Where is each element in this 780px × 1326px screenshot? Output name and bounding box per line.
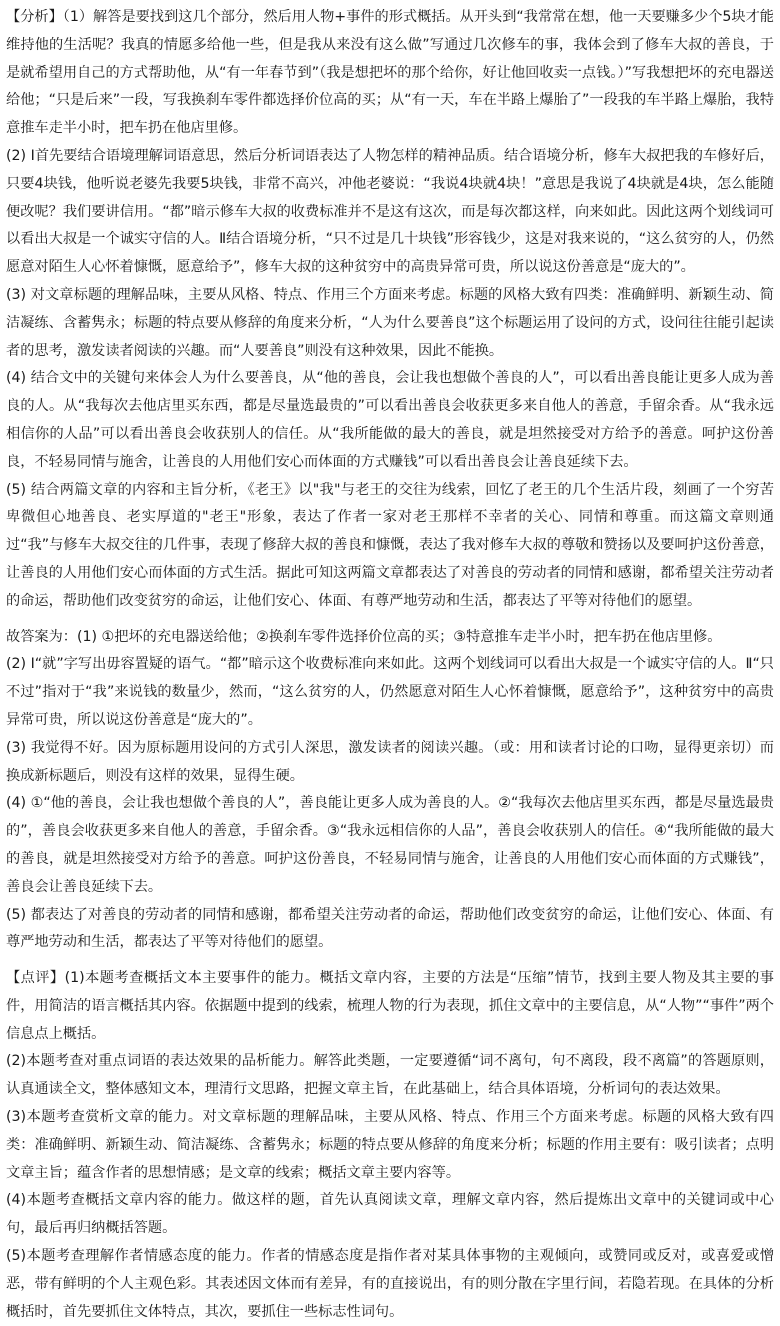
analysis-section bbox=[6, 4, 774, 616]
analysis-paragraph-2: (2) Ⅰ首先要结合语境理解词语意思，然后分析词语表达了人物怎样的精神品质。结合语境分析，修车大叔把我的车修好后，只要4块钱，他听说老婆先我要5块钱，非常不高兴，冲他老婆说：“我说4块就4块！”意思是我说了4块就是4块，怎么能随便改呢？我们要讲信用。“都”暗示修车大叔的收费标准并不是这有这次，而是每次都这样，向来如此。因此这两个划线词可以看出大叔是一个诚实守信的人。Ⅱ结合语境分析，“只不过是几十块钱”形容钱少，这是对我来说的，“这么贫穷的人，仍然愿意对陌生人心怀着慷慨，愿意给予”，修车大叔的这种贫穷中的高贵异常可贵，所以说这份善意是“庞大的”。 bbox=[6, 147, 774, 276]
answer-section bbox=[6, 624, 774, 958]
answer-paragraph-4: (4) ①“他的善良，会让我也想做个善良的人”，善良能让更多人成为善良的人。②“我每次去他店里买东西，都是尽量选最贵的”，善良会收获更多来自他人的善意，手留余香。③“我永远相信你的人品”，善良会收获别人的信任。④“我所能做的最大的善良，就是坦然接受对方给予的善意。呵护这份善良，不轻易同情与施舍，让善良的人用他们安心而体面的方式赚钱”，善良会让善良延续下去。 bbox=[6, 795, 774, 895]
analysis-paragraph-1: 【分析】（1）解答是要找到这几个部分，然后用人物+事件的形式概括。从开头到“我常常在想，他一天要赚多少个5块才能维持他的生活呢？我真的情愿多给他一些，但是我从来没有这么做”写通过几次修车的事，我体会到了修车大叔的善良，于是就希望用自己的方式帮助他，从“有一年春节到”（我是想把坏的那个给你，好让他回收卖一点钱。）”写我想把坏的充电器送给他；“只是后来”一段，写我换刹车零件都选择价位高的买；从“有一天，车在半路上爆胎了”一段我的车半路上爆胎，我特意推车走半小时，把车扔在他店里修。 bbox=[6, 9, 774, 137]
answer-paragraph-2: (2) Ⅰ“就”字写出毋容置疑的语气。“都”暗示这个收费标准向来如此。这两个划线词可以看出大叔是一个诚实守信的人。Ⅱ“只不过”指对于“我”来说钱的数量少，然而，“这么贫穷的人，仍然愿意对陌生人心怀着慷慨，愿意给予”，这种贫穷中的高贵异常可贵，所以说这份善意是“庞大的”。 bbox=[6, 656, 774, 728]
analysis-paragraph-3: (3) 对文章标题的理解品味，主要从风格、特点、作用三个方面来考虑。标题的风格大致有四类：准确鲜明、新颖生动、简洁凝练、含蓄隽永；标题的特点要从修辞的角度来分析，“人为什么要善良”这个标题运用了设问的方式，设问往往能引起读者的思考，激发读者阅读的兴趣。而“人要善良”则没有这种效果，因此不能换。 bbox=[6, 286, 774, 359]
comment-section bbox=[6, 965, 774, 1326]
comment-paragraph-3: (3)本题考查赏析文章的能力。对文章标题的理解品味，主要从风格、特点、作用三个方面来考虑。标题的风格大致有四类：准确鲜明、新颖生动、简洁凝练、含蓄隽永；标题的特点要从修辞的角度来分析；标题的作用主要有：吸引读者；点明文章主旨；蕴含作者的思想情感；是文章的线索；概括文章主要内容等。 bbox=[6, 1109, 774, 1181]
analysis-paragraph-5: (5) 结合两篇文章的内容和主旨分析，《老王》以"我"与老王的交往为线索，回忆了老王的几个生活片段，刻画了一个穷苦卑微但心地善良、老实厚道的"老王"形象，表达了作者一家对老王那样不幸者的关心、同情和尊重。而这篇文章则通过“我”与修车大叔交往的几件事，表现了修辞大叔的善良和慷慨，表达了我对修车大叔的尊敬和赞扬以及要呵护这份善意，让善良的人用他们安心而体面的方式生活。据此可知这两篇文章都表达了对善良的劳动者的同情和感谢，都希望关注劳动者的命运，帮助他们改变贫穷的命运，让他们安心、体面、有尊严地劳动和生活，都表达了平等对待他们的愿望。 bbox=[6, 481, 774, 609]
comment-paragraph-2: (2)本题考查对重点词语的表达效果的品析能力。解答此类题，一定要遵循“词不离句，句不离段，段不离篇”的答题原则，认真通读全文，整体感知文本，理清行文思路，把握文章主旨，在此基础上，结合具体语境，分析词句的表达效果。 bbox=[6, 1053, 774, 1098]
answer-paragraph-3: (3) 我觉得不好。因为原标题用设问的方式引人深思，激发读者的阅读兴趣。（或：用和读者讨论的口吻，显得更亲切）而换成新标题后，则没有这样的效果，显得生硬。 bbox=[6, 739, 774, 784]
analysis-paragraph-4: (4) 结合文中的关键句来体会人为什么要善良，从“他的善良，会让我也想做个善良的人”，可以看出善良能让更多人成为善良的人。从“我每次去他店里买东西，都是尽量选最贵的”可以看出善良会收获更多来自他人的善意，手留余香。从“我永远相信你的人品”可以看出善良会收获别人的信任。从“我所能做的最大的善良，就是坦然接受对方给予的善意。呵护这份善良，不轻易同情与施舍，让善良的人用他们安心而体面的方式赚钱”可以看出善良会让善良延续下去。 bbox=[6, 370, 774, 470]
comment-paragraph-5: (5)本题考查理解作者情感态度的能力。作者的情感态度是指作者对某具体事物的主观倾向，或赞同或反对，或喜爱或憎恶，带有鲜明的个人主观色彩。其表述因文体而有差异，有的直接说出，有的则分散在字里行间，若隐若现。在具体的分析概括时，首先要抓住文体特点，其次，要抓住一些标志性词句。 bbox=[6, 1248, 774, 1320]
answer-paragraph-5: (5) 都表达了对善良的劳动者的同情和感谢，都希望关注劳动者的命运，帮助他们改变贫穷的命运，让他们安心、体面、有尊严地劳动和生活，都表达了平等对待他们的愿望。 bbox=[6, 906, 774, 951]
comment-paragraph-4: (4)本题考查概括文章内容的能力。做这样的题，首先认真阅读文章，理解文章内容，然后提炼出文章中的关键词或中心句，最后再归纳概括答题。 bbox=[6, 1192, 774, 1237]
answer-paragraph-1: 故答案为：(1) ①把坏的充电器送给他；②换刹车零件选择价位高的买；③特意推车走半小时，把车扔在他店里修。 bbox=[6, 628, 722, 645]
comment-paragraph-1: 【点评】(1)本题考查概括文本主要事件的能力。概括文章内容，主要的方法是“压缩”情节，找到主要人物及其主要的事件，用简洁的语言概括其内容。依据题中提到的线索，梳理人物的行为表现，抓住文章中的主要信息，从“人物”“事件”两个信息点上概括。 bbox=[6, 970, 774, 1042]
